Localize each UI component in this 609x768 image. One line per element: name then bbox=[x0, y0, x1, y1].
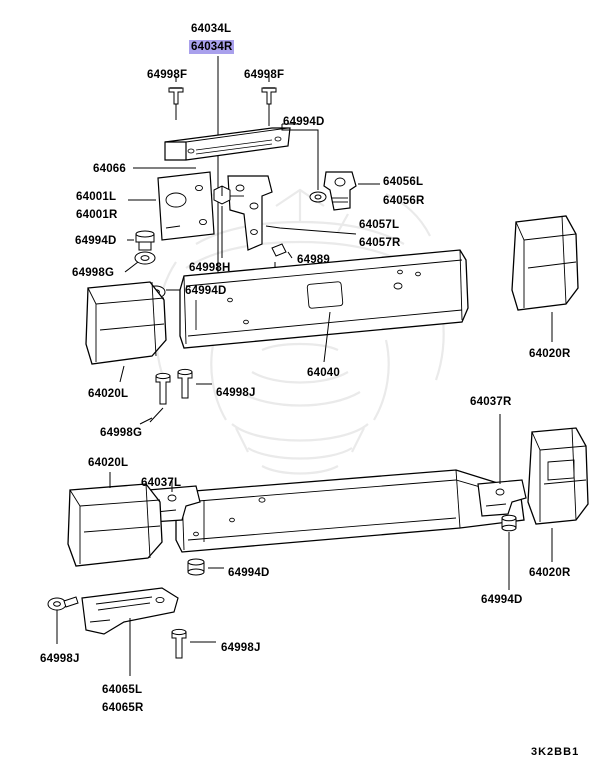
label-64034L: 64034L bbox=[191, 23, 232, 35]
label-64020L-bottom: 64020L bbox=[88, 457, 129, 469]
label-64998J-mid: 64998J bbox=[221, 642, 261, 654]
label-64066: 64066 bbox=[93, 163, 126, 175]
label-64037R: 64037R bbox=[470, 396, 512, 408]
label-64065R: 64065R bbox=[102, 702, 144, 714]
label-64994D-mid: 64994D bbox=[185, 285, 227, 297]
label-64057R: 64057R bbox=[359, 237, 401, 249]
label-64994D-bottom-right: 64994D bbox=[481, 594, 523, 606]
label-64998H: 64998H bbox=[189, 262, 231, 274]
label-64020R-top: 64020R bbox=[529, 348, 571, 360]
label-64020L-top: 64020L bbox=[88, 388, 129, 400]
label-64057L: 64057L bbox=[359, 219, 400, 231]
label-64001L: 64001L bbox=[76, 191, 117, 203]
label-64034R: 64034R bbox=[191, 41, 233, 53]
label-64056L: 64056L bbox=[383, 176, 424, 188]
label-64998F-left: 64998F bbox=[147, 69, 188, 81]
label-64037L: 64037L bbox=[141, 477, 182, 489]
label-64994D-upper: 64994D bbox=[283, 116, 325, 128]
label-64998J-top: 64998J bbox=[216, 387, 256, 399]
label-64056R: 64056R bbox=[383, 195, 425, 207]
label-64020R-bottom: 64020R bbox=[529, 567, 571, 579]
diagram-code: 3K2BB1 bbox=[531, 746, 580, 758]
label-64065L: 64065L bbox=[102, 684, 143, 696]
label-64989: 64989 bbox=[297, 254, 330, 266]
label-64001R: 64001R bbox=[76, 209, 118, 221]
label-64998G-lower: 64998G bbox=[100, 427, 143, 439]
label-64040: 64040 bbox=[307, 367, 340, 379]
label-64998G-upper: 64998G bbox=[72, 267, 115, 279]
label-64994D-bottom-left: 64994D bbox=[228, 567, 270, 579]
label-64998F-right: 64998F bbox=[244, 69, 285, 81]
label-64994D-left: 64994D bbox=[75, 235, 117, 247]
label-64998J-left: 64998J bbox=[40, 653, 80, 665]
